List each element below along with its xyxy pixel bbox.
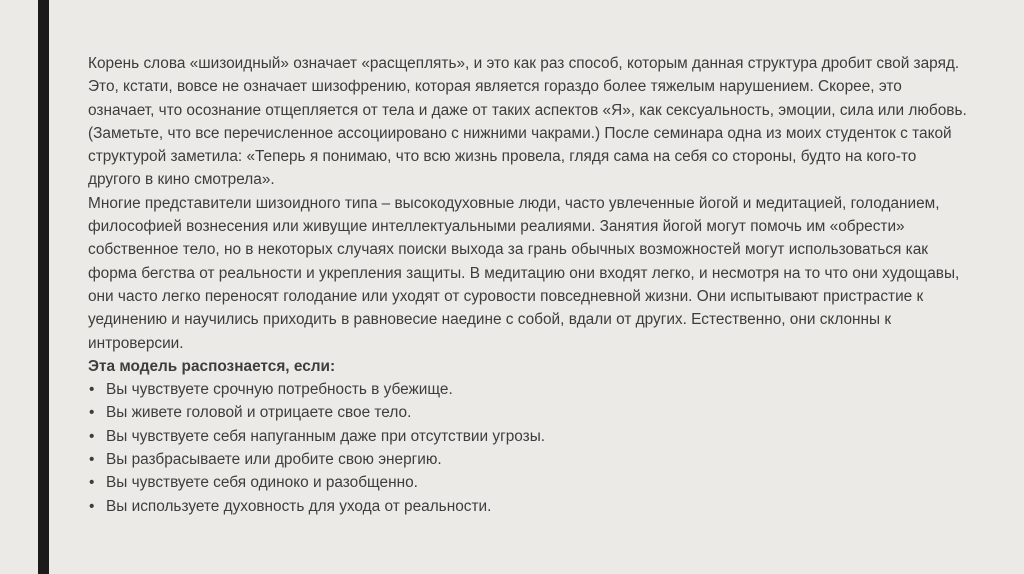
list-item-text: Вы живете головой и отрицаете свое тело. (106, 404, 412, 422)
list-item-text: Вы чувствуете себя напуганным даже при отсутствии угрозы. (106, 427, 546, 445)
list-item (88, 448, 968, 471)
left-accent-bar (38, 0, 49, 574)
paragraph-spiritual-types: Многие представители шизоидного типа – высокодуховные люди, часто увлеченные йогой и медитацией, голоданием, философией вознесения или живущие интеллектуальными реалиями. Занятия йогой могут помочь им «обрести» собственное тело, но в некоторых случаях поиски выхода за грань обычных возможностей могут использоваться как форма бегства от реальности и укрепления защиты. В медитацию они входят легко, и несмотря на то что они худощавы, они часто легко переносят голодание или уходят от суровости повседневной жизни. Они испытывают пристрастие к уединению и научились приходить в равновесие наедине с собой, вдали от других. Естественно, они склонны к интроверсии. (88, 194, 960, 352)
list-item-text: Вы разбрасываете или дробите свою энергию. (106, 451, 442, 469)
list-item (88, 401, 968, 424)
list-item (88, 495, 968, 518)
bullet-icon: • (89, 474, 95, 492)
paragraph-root-meaning: Корень слова «шизоидный» означает «расщеплять», и это как раз способ, которым данная структура дробит свой заряд. Это, кстати, вовсе не означает шизофрению, которая является гораздо более тяжелым нарушением. Скорее, это означает, что осознание отщепляется от тела и даже от таких аспектов «Я», как сексуальность, эмоции, сила или любовь. (Заметьте, что все перечисленное ассоциировано с нижними чакрами.) После семинара одна из моих студенток с такой структурой заметила: «Теперь я понимаю, что всю жизнь провела, глядя сама на себя со стороны, будто на кого-то другого в кино смотрела». (88, 55, 967, 189)
bullet-icon: • (89, 404, 95, 422)
bullet-icon: • (89, 451, 95, 469)
list-item (88, 378, 968, 401)
bullet-icon: • (89, 497, 95, 515)
list-item-text: Вы чувствуете срочную потребность в убежище. (106, 381, 453, 399)
bullet-icon: • (89, 427, 95, 445)
recognition-subheading: Эта модель распознается, если: (88, 357, 336, 375)
list-item-text: Вы чувствуете себя одиноко и разобщенно. (106, 474, 418, 492)
list-item (88, 471, 968, 494)
bullet-list (88, 378, 968, 518)
bullet-icon: • (89, 381, 95, 399)
slide-body (88, 52, 968, 518)
list-item (88, 425, 968, 448)
list-item-text: Вы используете духовность для ухода от реальности. (106, 497, 492, 515)
